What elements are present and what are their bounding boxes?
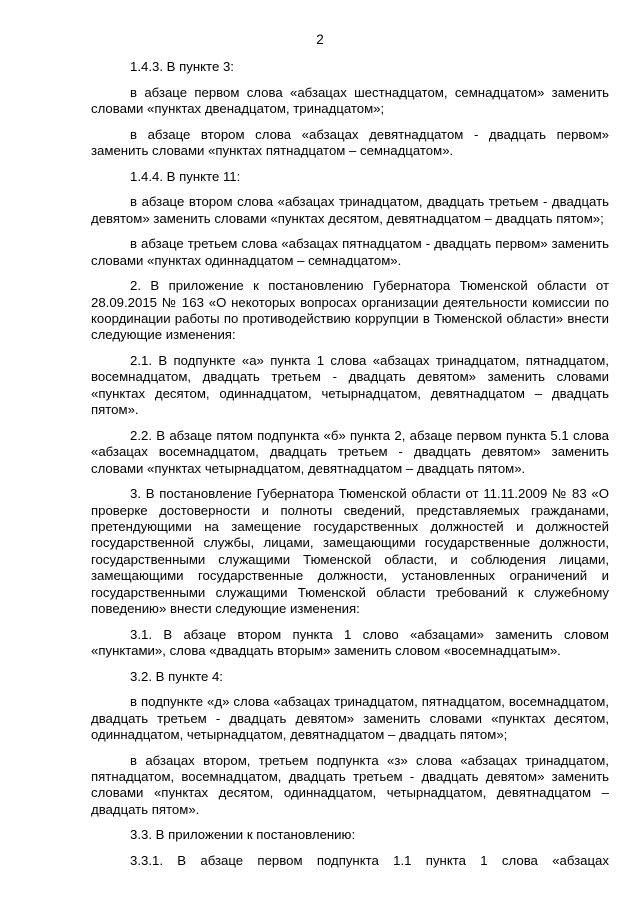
paragraph-3-3-1: 3.3.1. В абзаце первом подпункта 1.1 пункта 1 слова «абзацах: [130, 853, 609, 869]
paragraph-3: 3. В постановление Губернатора Тюменской области от 11.11.2009 № 83 «О проверке достоверности и полноты сведений, представляемых гражданами, претендующими на замещение государственных должностей и должностей государственной службы, лицами, замещающими государственные должности, государственными служащими Тюменской области, и соблюдения лицами, замещающими государственные должности, установленных ограничений и государственными служащими Тюменской области требований к служебному поведению» внести следующие изменения:: [91, 486, 609, 617]
paragraph-3-3: 3.3. В приложении к постановлению:: [130, 827, 356, 843]
paragraph: в абзацах втором, третьем подпункта «з» слова «абзацах тринадцатом, пятнадцатом, восемнадцатом, двадцать третьем - двадцать девятом» заменить словами «пунктах десятом, одиннадцатом, четырнадцатом, девятнадцатом – двадцать пятом».: [91, 752, 609, 817]
paragraph-1-4-4: 1.4.4. В пункте 11:: [130, 168, 241, 184]
paragraph-3-1: 3.1. В абзаце втором пункта 1 слово «абзацами» заменить словом «пунктами», слова «двадцать вторым» заменить словом «восемнадцатым».: [91, 626, 609, 659]
page-number: 2: [316, 32, 324, 47]
paragraph: в подпункте «д» слова «абзацах тринадцатом, пятнадцатом, восемнадцатом, двадцать третьем - двадцать девятом» заменить словами «пунктах десятом, одиннадцатом, четырнадцатом, девятнадцатом – двадцать пятом»;: [91, 694, 609, 743]
paragraph: в абзаце третьем слова «абзацах пятнадцатом - двадцать первом» заменить словами «пунктах одиннадцатом – семнадцатом».: [91, 236, 609, 268]
paragraph-3-2: 3.2. В пункте 4:: [130, 668, 223, 684]
paragraph-2-1: 2.1. В подпункте «а» пункта 1 слова «абзацах тринадцатом, пятнадцатом, восемнадцатом, двадцать третьем - двадцать девятом» заменить словами «пунктах десятом, одиннадцатом, четырнадцатом, девятнадцатом – двадцать пятом».: [91, 353, 609, 418]
paragraph: в абзаце первом слова «абзацах шестнадцатом, семнадцатом» заменить словами «пунктах двенадцатом, тринадцатом»;: [91, 84, 609, 116]
paragraph-2-2: 2.2. В абзаце пятом подпункта «б» пункта 2, абзаце первом пункта 5.1 слова «абзацах восемнадцатом, двадцать третьем - двадцать девятом» заменить словами «пунктах четырнадцатом, девятнадцатом – двадцать пятом».: [91, 427, 609, 476]
paragraph-2: 2. В приложение к постановлению Губернатора Тюменской области от 28.09.2015 № 163 «О некоторых вопросах организации деятельности комиссии по координации работы по противодействию коррупции в Тюменской области» внести следующие изменения:: [91, 278, 609, 343]
document-body: [91, 59, 609, 879]
paragraph: в абзаце втором слова «абзацах тринадцатом, двадцать третьем - двадцать девятом» заменить словами «пунктах десятом, девятнадцатом – двадцать пятом»;: [91, 194, 609, 226]
paragraph-1-4-3: 1.4.3. В пункте 3:: [130, 59, 234, 74]
paragraph: в абзаце втором слова «абзацах девятнадцатом - двадцать первом» заменить словами «пунктах пятнадцатом – семнадцатом».: [91, 126, 609, 158]
